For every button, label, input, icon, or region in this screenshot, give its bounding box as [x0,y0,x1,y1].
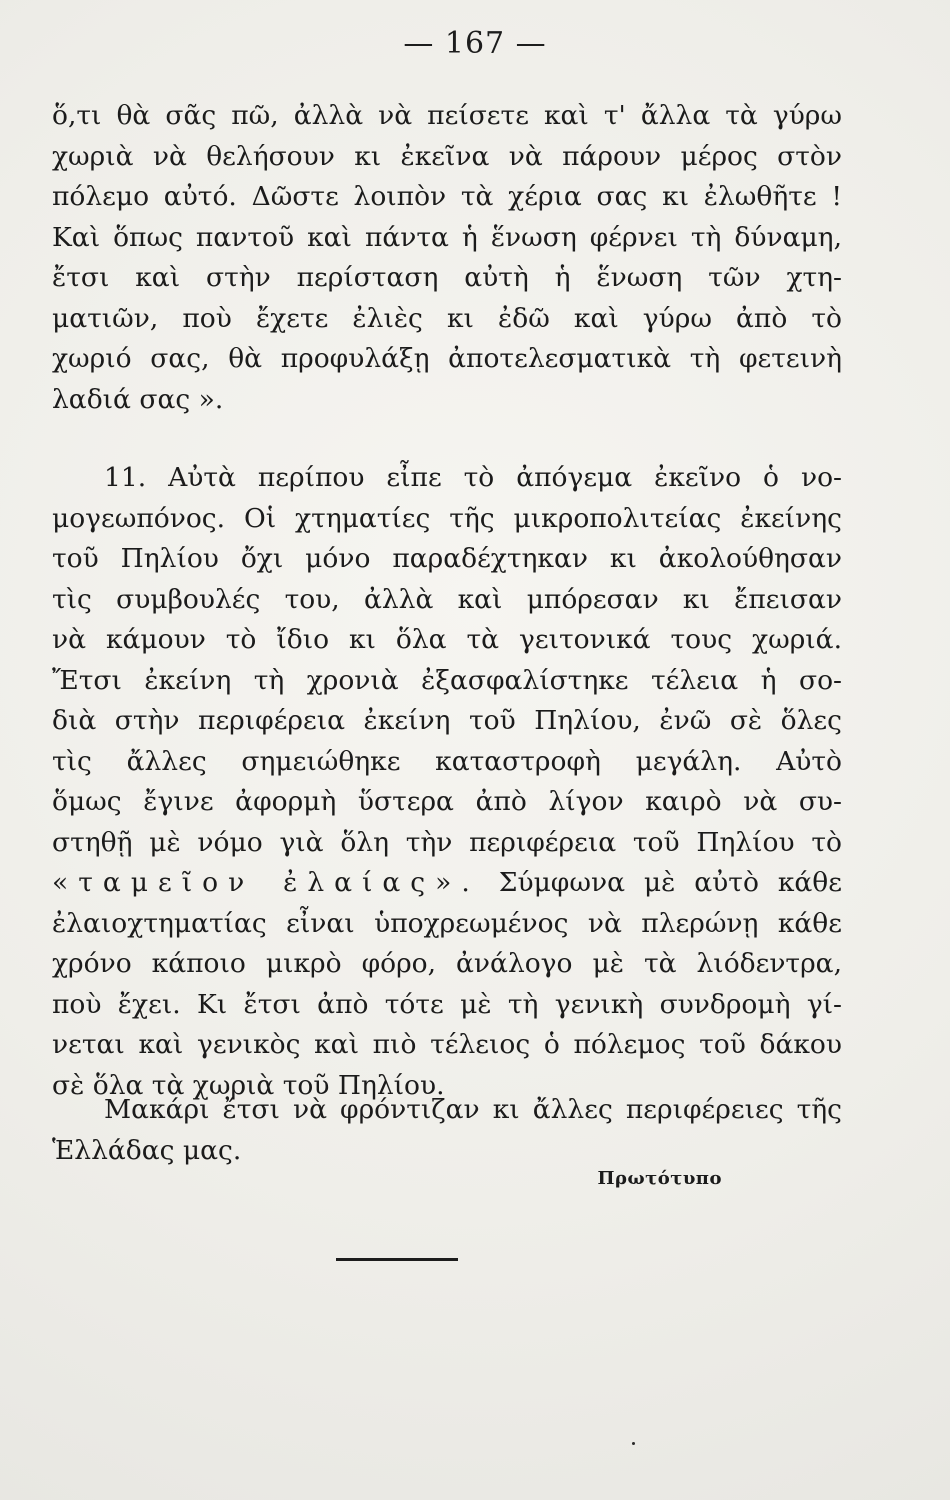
text-line: ἐλαιοχτηματίας εἶναι ὑποχρεωμένος νὰ πλερώνῃ κάθε [52,907,842,939]
text-line-fund [52,863,842,904]
page-number: — 167 — [403,26,547,61]
section-divider [336,1258,458,1261]
signature: Πρωτότυπο [597,1168,722,1189]
text-line: τοῦ Πηλίου ὄχι μόνο παραδέχτηκαν κι ἀκολούθησαν [52,543,842,574]
text-line: τὶς ἄλλες σημειώθηκε καταστροφὴ μεγάλη. Αὐτὸ [52,745,842,777]
text-line: στηθῇ μὲ νόμο γιὰ ὅλη τὴν περιφέρεια τοῦ Πηλίου τὸ [52,826,842,858]
text-line: μογεωπόνος. Οἱ χτηματίες τῆς μικροπολιτείας ἐκείνης [52,502,842,534]
text-line: Μακάρι ἔτσι νὰ φρόντιζαν κι ἄλλες περιφέρειες τῆς [104,1094,842,1125]
fund-term: «ταμεῖον ἐλαίας». [52,867,480,898]
text-line: Ἑλλάδας μας. [52,1134,242,1166]
text-line: ἔτσι καὶ στὴν περίσταση αὐτὴ ἡ ἕνωση τῶν χτη- [52,262,842,293]
text-line: σὲ ὅλα τὰ χωριὰ τοῦ Πηλίου. [52,1069,445,1101]
text-line: χωριὰ νὰ θελήσουν κι ἐκεῖνα νὰ πάρουν μέρος στὸν [52,140,842,172]
fund-rest: Σύμφωνα μὲ αὐτὸ κάθε [498,867,842,898]
text-line: Καὶ ὅπως παντοῦ καὶ πάντα ἡ ἕνωση φέρνει τὴ δύναμη, [52,221,842,253]
text-line: χρόνο κάποιο μικρὸ φόρο, ἀνάλογο μὲ τὰ λιόδεντρα, [52,948,842,979]
text-line: ὅ,τι θὰ σᾶς πῶ, ἀλλὰ νὰ πείσετε καὶ τ' ἄλλα τὰ γύρω [52,100,842,131]
paragraph-1 [52,96,842,420]
text-line: λαδιά σας ». [52,383,224,415]
paragraph-3 [52,1090,842,1171]
paragraph-2 [52,458,842,1106]
text-line: χωριό σας, θὰ προφυλάξῃ ἀποτελεσματικὰ τὴ φετεινὴ [52,343,842,374]
print-speck [632,1442,635,1445]
text-line: νεται καὶ γενικὸς καὶ πιὸ τέλειος ὁ πόλεμος τοῦ δάκου [52,1029,842,1060]
text-line: νὰ κάμουν τὸ ἴδιο κι ὅλα τὰ γειτονικά τους χωριά. [52,624,842,655]
text-line: ποὺ ἔχει. Κι ἔτσι ἀπὸ τότε μὲ τὴ γενικὴ συνδρομὴ γί- [52,988,842,1020]
text-line: ματιῶν, ποὺ ἔχετε ἐλιὲς κι ἐδῶ καὶ γύρω ἀπὸ τὸ [52,302,842,334]
text-line: διὰ στὴν περιφέρεια ἐκείνη τοῦ Πηλίου, ἐνῶ σὲ ὅλες [52,705,842,736]
text-line: τὶς συμβουλές του, ἀλλὰ καὶ μπόρεσαν κι ἔπεισαν [52,583,842,615]
text-line: Ἔτσι ἐκείνη τὴ χρονιὰ ἐξασφαλίστηκε τέλεια ἡ σο- [52,664,842,696]
text-line: ὅμως ἔγινε ἀφορμὴ ὕστερα ἀπὸ λίγον καιρὸ νὰ συ- [52,786,842,817]
text-line: 11. Αὐτὰ περίπου εἶπε τὸ ἀπόγεμα ἐκεῖνο ὁ νο- [104,462,842,493]
text-line: πόλεμο αὐτό. Δῶστε λοιπὸν τὰ χέρια σας κι ἐλωθῆτε ! [52,181,842,212]
